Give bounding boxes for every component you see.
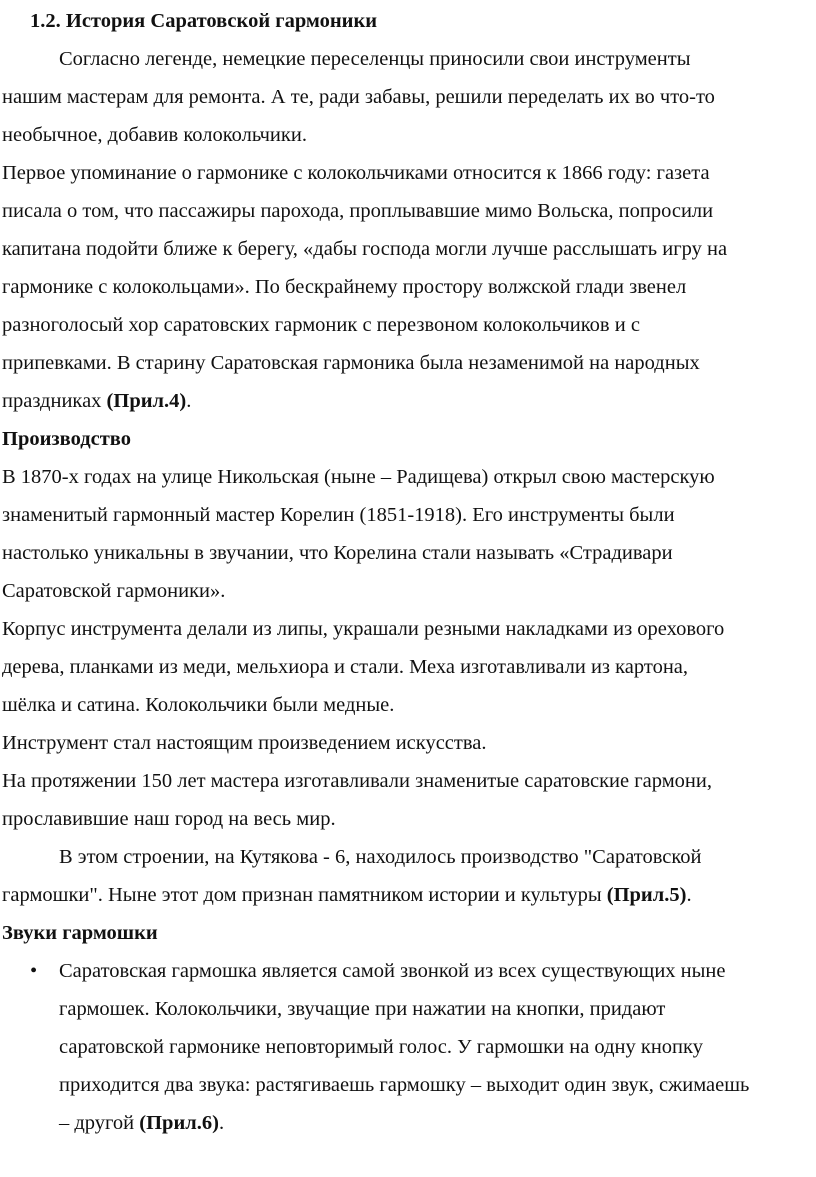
paragraph-line: настолько уникальны в звучании, что Корелина стали называть «Страдивари	[2, 542, 673, 564]
line-text: гармошки". Ныне этот дом признан памятником истории и культуры	[2, 884, 607, 906]
appendix-reference: (Прил.4)	[106, 390, 187, 412]
paragraph-line: прославившие наш город на весь мир.	[2, 808, 336, 830]
line-end: .	[186, 390, 192, 412]
paragraph-line: На протяжении 150 лет мастера изготавливали знаменитые саратовские гармони,	[2, 770, 712, 792]
paragraph-line: припевками. В старину Саратовская гармоника была незаменимой на народных	[2, 352, 700, 374]
bullet-line-text: Саратовская гармошка является самой звонкой из всех существующих ныне	[59, 960, 726, 982]
paragraph-line: шёлка и сатина. Колокольчики были медные.	[2, 694, 395, 716]
appendix-reference: (Прил.5)	[606, 884, 687, 906]
paragraph-line: Саратовской гармоники».	[2, 580, 226, 602]
paragraph-line: гармонике с колокольцами». По бескрайнему простору волжской глади звенел	[2, 276, 687, 298]
bullet-continuation: приходится два звука: растягиваешь гармошку – выходит один звук, сжимаешь	[59, 1074, 750, 1096]
bullet-item	[2, 952, 816, 990]
paragraph-line: капитана подойти ближе к берегу, «дабы господа могли лучше расслышать игру на	[2, 238, 728, 260]
paragraph-line	[2, 382, 816, 420]
appendix-reference: (Прил.6)	[139, 1112, 219, 1134]
bullet-continuation	[2, 1104, 816, 1142]
paragraph-line	[2, 876, 816, 914]
paragraph-line: Согласно легенде, немецкие переселенцы приносили свои инструменты	[59, 48, 691, 70]
paragraph-line: В этом строении, на Кутякова - 6, находилось производство "Саратовской	[59, 846, 702, 868]
line-end: .	[686, 884, 692, 906]
subheading-sounds: Звуки гармошки	[2, 922, 158, 944]
line-end: .	[218, 1112, 225, 1134]
bullet-continuation: гармошек. Колокольчики, звучащие при нажатии на кнопки, придают	[59, 998, 666, 1020]
line-text: – другой	[59, 1112, 140, 1134]
paragraph-line: писала о том, что пассажиры парохода, проплывавшие мимо Вольска, попросили	[2, 200, 714, 222]
paragraph-line: дерева, планками из меди, мельхиора и стали. Меха изготавливали из картона,	[2, 656, 689, 678]
bullet-icon: •	[30, 960, 38, 982]
subheading-production: Производство	[2, 428, 131, 450]
paragraph-line: Инструмент стал настоящим произведением искусства.	[2, 732, 487, 754]
paragraph-line: знаменитый гармонный мастер Корелин (1851-1918). Его инструменты были	[2, 504, 675, 526]
section-title: 1.2. История Саратовской гармоники	[30, 10, 378, 32]
paragraph-line: нашим мастерам для ремонта. А те, ради забавы, решили переделать их во что-то	[2, 86, 715, 108]
line-text: праздниках	[2, 390, 107, 412]
paragraph-line: Корпус инструмента делали из липы, украшали резными накладками из орехового	[2, 618, 725, 640]
paragraph-line: разноголосый хор саратовских гармоник с перезвоном колокольчиков и с	[2, 314, 640, 336]
bullet-continuation: саратовской гармонике неповторимый голос. У гармошки на одну кнопку	[59, 1036, 703, 1058]
paragraph-line: В 1870-х годах на улице Никольская (ныне – Радищева) открыл свою мастерскую	[2, 466, 715, 488]
paragraph-line: необычное, добавив колокольчики.	[2, 124, 307, 146]
paragraph-line: Первое упоминание о гармонике с колокольчиками относится к 1866 году: газета	[2, 162, 710, 184]
